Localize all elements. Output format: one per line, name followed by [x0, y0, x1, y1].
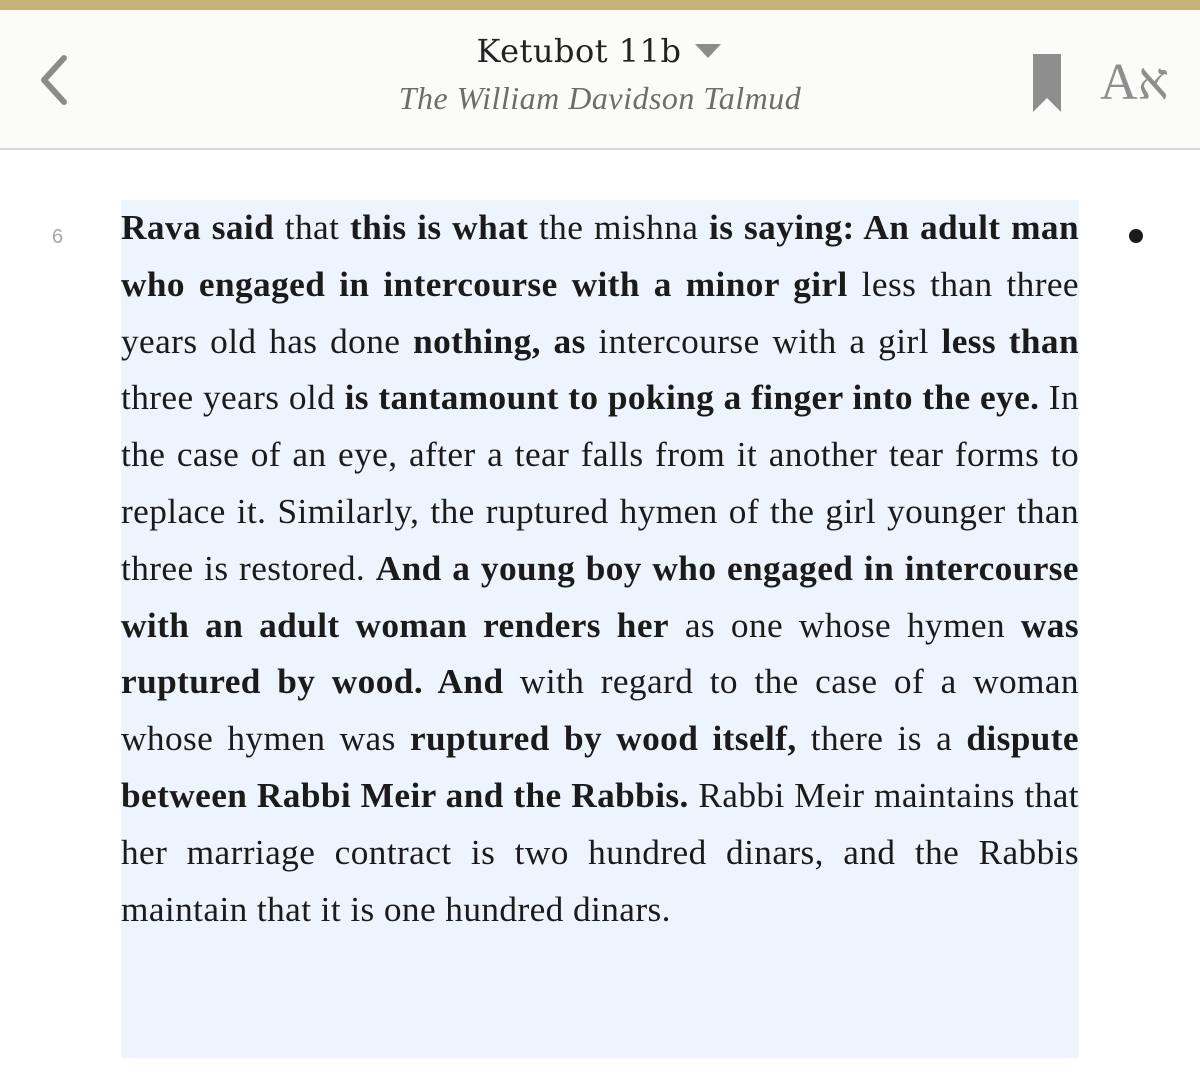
- text-run: with regard to the case of a woman whose hymen was: [121, 662, 1079, 759]
- bold-run: less than: [941, 321, 1080, 361]
- bold-run: dispute between Rabbi Meir and the Rabbis.: [121, 719, 1079, 815]
- commentary-dot-icon[interactable]: [1129, 229, 1143, 243]
- bookmark-icon: [1030, 52, 1064, 114]
- caret-down-icon: [693, 42, 723, 60]
- top-accent-bar: [0, 0, 1200, 10]
- text-run: as one whose hymen: [668, 605, 1021, 645]
- text-run: intercourse with a girl: [585, 321, 942, 361]
- bold-run: was ruptured by wood. And: [121, 605, 1079, 702]
- text-run: three years old: [121, 378, 345, 418]
- bold-run: ruptured by wood itself,: [409, 719, 797, 759]
- bold-run: And a young boy who engaged in intercourse with an adult woman renders her: [121, 548, 1080, 645]
- page-title: Ketubot 11b: [476, 32, 682, 70]
- bold-run: nothing, as: [413, 321, 586, 361]
- bookmark-button[interactable]: [1030, 52, 1064, 114]
- title-block: [300, 32, 900, 117]
- text-run: less than three years old has done: [121, 264, 1079, 361]
- text-run: In the case of an eye, after a tear falls from it another tear forms to replace it. Similarly, the ruptured hymen of the girl younger than three is restored.: [121, 378, 1079, 588]
- language-toggle-icon: Aא: [1100, 54, 1169, 111]
- text-run: that: [274, 208, 350, 247]
- bold-run: is saying: An adult man who engaged in intercourse with a minor girl: [121, 208, 1079, 304]
- bold-run: is tantamount to poking a finger into the eye.: [344, 378, 1040, 418]
- page-subtitle: The William Davidson Talmud: [398, 80, 802, 116]
- text-segment[interactable]: [121, 200, 1079, 1058]
- segment-number: 6: [52, 226, 64, 248]
- segment-text: [121, 200, 1079, 938]
- text-run: there is a: [796, 719, 967, 759]
- bold-run: Rava said: [121, 208, 275, 247]
- reader-header: [0, 10, 1200, 150]
- bold-run: this is what: [349, 208, 529, 247]
- font-settings-button[interactable]: [1100, 48, 1180, 118]
- text-run: the mishna: [528, 208, 709, 247]
- back-button[interactable]: [30, 50, 80, 110]
- title-dropdown[interactable]: [477, 32, 724, 70]
- text-run: Rabbi Meir maintains that her marriage contract is two hundred dinars, and the Rabbis maintain that it is one hundred dinars.: [121, 775, 1079, 929]
- chevron-left-icon: [30, 50, 80, 110]
